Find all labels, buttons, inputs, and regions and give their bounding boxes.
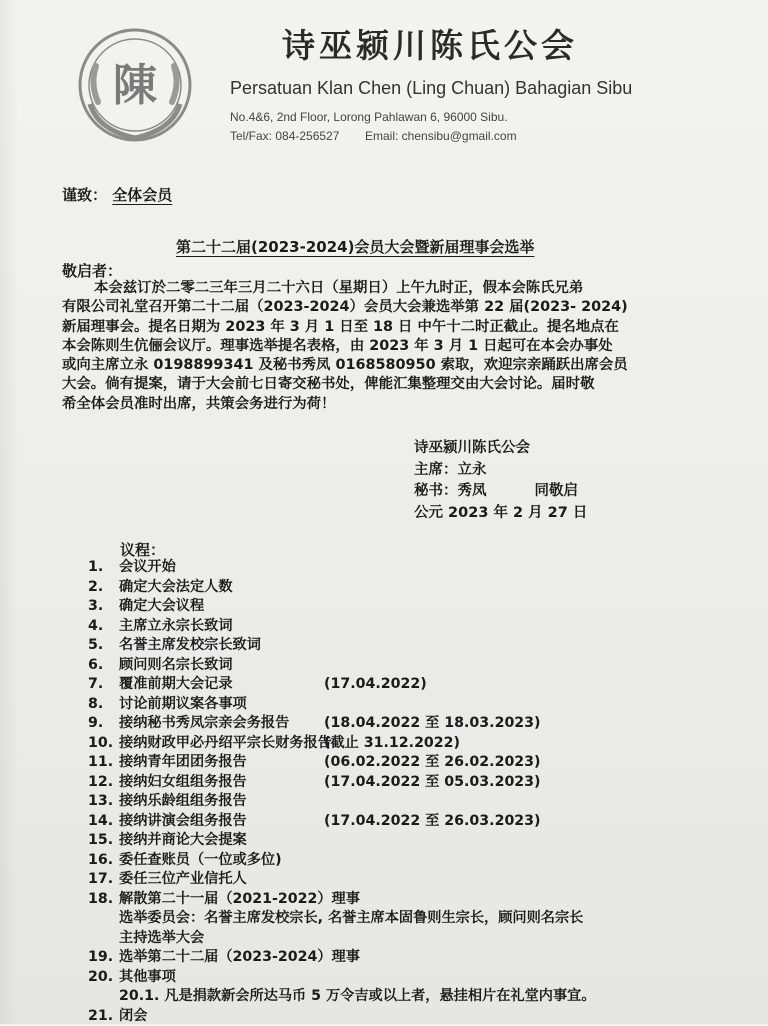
agenda-item-text: 接纳妇女组组务报告: [119, 773, 247, 793]
agenda-item-number: 3.: [88, 597, 120, 617]
agenda-item-number: 9.: [88, 714, 120, 734]
agenda-item-text: 覆准前期大会记录: [119, 675, 233, 695]
signature-closing: 同敬启: [535, 483, 579, 499]
agenda-item-text: 主席立永宗长致词: [119, 617, 233, 637]
notice-body: [62, 279, 702, 414]
agenda-item-number: 7.: [88, 675, 120, 695]
agenda-item-text: 确定大会法定人数: [119, 578, 233, 598]
emblem-char: 陳: [113, 60, 157, 111]
notice-title: 第二十二届(2023-2024)会员大会暨新届理事会选举: [176, 236, 534, 257]
agenda-item: [88, 792, 748, 812]
agenda-item-text: 接纳讲演会组务报告: [119, 812, 247, 832]
agenda-item-number: 20.: [88, 968, 120, 988]
agenda-item-text: 闭会: [119, 1007, 147, 1026]
body-line: 大会。倘有提案，请于大会前七日寄交秘书处，俾能汇集整理交由大会讨论。届时敬: [62, 375, 702, 394]
agenda-item-text: 选举第二十二届（2023-2024）理事: [119, 948, 360, 968]
agenda-item-text: 接纳青年团团务报告: [119, 753, 247, 773]
agenda-item: [88, 968, 748, 988]
agenda-item-text: 讨论前期议案各事项: [119, 695, 247, 715]
body-line: 新届理事会。提名日期为 2023 年 3 月 1 日至 18 日 中午十二时正截止。提名地点在: [62, 318, 702, 337]
agenda-item-text: 委任查账员（一位或多位): [119, 851, 282, 871]
agenda-item: [88, 948, 748, 968]
agenda-item-number: 17.: [88, 870, 120, 890]
agenda-item-text: 接纳秘书秀凤宗亲会务报告: [119, 714, 289, 734]
body-line: 希全体会员准时出席，共策会务进行为荷！: [62, 395, 702, 414]
agenda-list: [88, 558, 748, 1026]
signature-chairman: 主席：立永: [414, 460, 587, 482]
agenda-item: [88, 987, 748, 1007]
agenda-item: [88, 909, 748, 929]
agenda-item: [88, 617, 748, 637]
agenda-item-text: 主持选举大会: [119, 929, 204, 949]
agenda-item: [88, 695, 748, 715]
agenda-item: [88, 734, 748, 754]
agenda-item: [88, 812, 748, 832]
agenda-item-text: 委任三位产业信托人: [119, 870, 247, 890]
signature-secretary-line: [414, 481, 587, 503]
agenda-title: 议程：: [120, 539, 165, 560]
agenda-item-number: 21.: [88, 1007, 120, 1026]
recipient-value: 全体会员: [112, 186, 172, 204]
agenda-item-text: 20.1. 凡是捐款新会所达马币 5 万令吉或以上者，悬挂相片在礼堂内事宜。: [119, 987, 596, 1007]
org-email: Email: chensibu@gmail.com: [365, 129, 517, 143]
agenda-item-number: 10.: [88, 734, 120, 754]
agenda-item-date: (18.04.2022 至 18.03.2023): [324, 714, 541, 734]
body-line: 或向主席立永 0198899341 及秘书秀凤 0168580950 索取，欢迎宗亲踊跃出席会员: [62, 356, 702, 375]
salutation: 敬启者：: [62, 260, 122, 281]
agenda-item: [88, 578, 748, 598]
signature-date: 公元 2023 年 2 月 27 日: [414, 503, 587, 525]
agenda-item-number: 19.: [88, 948, 120, 968]
agenda-item-number: 4.: [88, 617, 120, 637]
body-line: 有限公司礼堂召开第二十二届（2023-2024）会员大会兼选举第 22 届(2023- 2024): [62, 298, 702, 317]
agenda-item-text: 其他事项: [119, 968, 176, 988]
agenda-item-date: (06.02.2022 至 26.02.2023): [324, 753, 541, 773]
recipient-label: 谨致：: [62, 186, 107, 204]
agenda-item: [88, 558, 748, 578]
agenda-item-date: (17.04.2022 至 26.03.2023): [324, 812, 541, 832]
agenda-item-text: 接纳财政甲必丹绍平宗长财务报告: [119, 734, 332, 754]
org-name-chinese: 诗巫颍川陈氏公会: [282, 20, 578, 67]
agenda-item: [88, 851, 748, 871]
agenda-item: [88, 675, 748, 695]
agenda-item-number: 12.: [88, 773, 120, 793]
agenda-item-number: 1.: [88, 558, 120, 578]
agenda-item: [88, 656, 748, 676]
recipient-line: [62, 184, 172, 205]
signature-block: [414, 438, 587, 524]
org-name-english: Persatuan Klan Chen (Ling Chuan) Bahagian Sibu: [230, 78, 632, 99]
letterhead: [0, 0, 768, 170]
agenda-item-number: 5.: [88, 636, 120, 656]
agenda-item-date: (17.04.2022): [324, 675, 427, 695]
agenda-item: [88, 597, 748, 617]
agenda-item-number: 6.: [88, 656, 120, 676]
agenda-item-text: 确定大会议程: [119, 597, 204, 617]
agenda-item-number: 13.: [88, 792, 120, 812]
clan-emblem-icon: [76, 26, 194, 144]
agenda-item-text: 名誉主席发校宗长致词: [119, 636, 261, 656]
agenda-item: [88, 870, 748, 890]
agenda-item-text: 选举委员会：名誉主席发校宗长, 名誉主席本固鲁则生宗长，顾问则名宗长: [119, 909, 583, 929]
agenda-item: [88, 890, 748, 910]
agenda-item-text: 顾问则名宗长致词: [119, 656, 233, 676]
agenda-item-text: 解散第二十一届（2021-2022）理事: [119, 890, 360, 910]
agenda-item-date: (截止 31.12.2022): [324, 734, 460, 754]
agenda-item-number: 15.: [88, 831, 120, 851]
agenda-item-number: 14.: [88, 812, 120, 832]
agenda-item-text: 接纳乐龄组组务报告: [119, 792, 247, 812]
agenda-item-number: 2.: [88, 578, 120, 598]
org-address: No.4&6, 2nd Floor, Lorong Pahlawan 6, 96000 Sibu.: [230, 110, 508, 124]
agenda-item-text: 会议开始: [119, 558, 176, 578]
agenda-item: [88, 773, 748, 793]
agenda-item-text: 接纳并商论大会提案: [119, 831, 247, 851]
agenda-item: [88, 831, 748, 851]
agenda-item-number: 18.: [88, 890, 120, 910]
agenda-item: [88, 636, 748, 656]
body-line: 本会陈则生伉俪会议厅。理事选举提名表格，由 2023 年 3 月 1 日起可在本会办事处: [62, 337, 702, 356]
agenda-item-date: (17.04.2022 至 05.03.2023): [324, 773, 541, 793]
agenda-item-number: 16.: [88, 851, 120, 871]
agenda-item: [88, 753, 748, 773]
org-tel-fax: Tel/Fax: 084-256527: [230, 129, 339, 143]
agenda-item: [88, 1007, 748, 1026]
agenda-item: [88, 929, 748, 949]
signature-secretary: 秘书：秀凤: [414, 483, 487, 499]
agenda-item-number: 11.: [88, 753, 120, 773]
body-line: 本会兹订於二零二三年三月二十六日（星期日）上午九时正，假本会陈氏兄弟: [62, 279, 702, 298]
agenda-item-number: 8.: [88, 695, 120, 715]
agenda-item: [88, 714, 748, 734]
signature-org: 诗巫颍川陈氏公会: [414, 438, 587, 460]
